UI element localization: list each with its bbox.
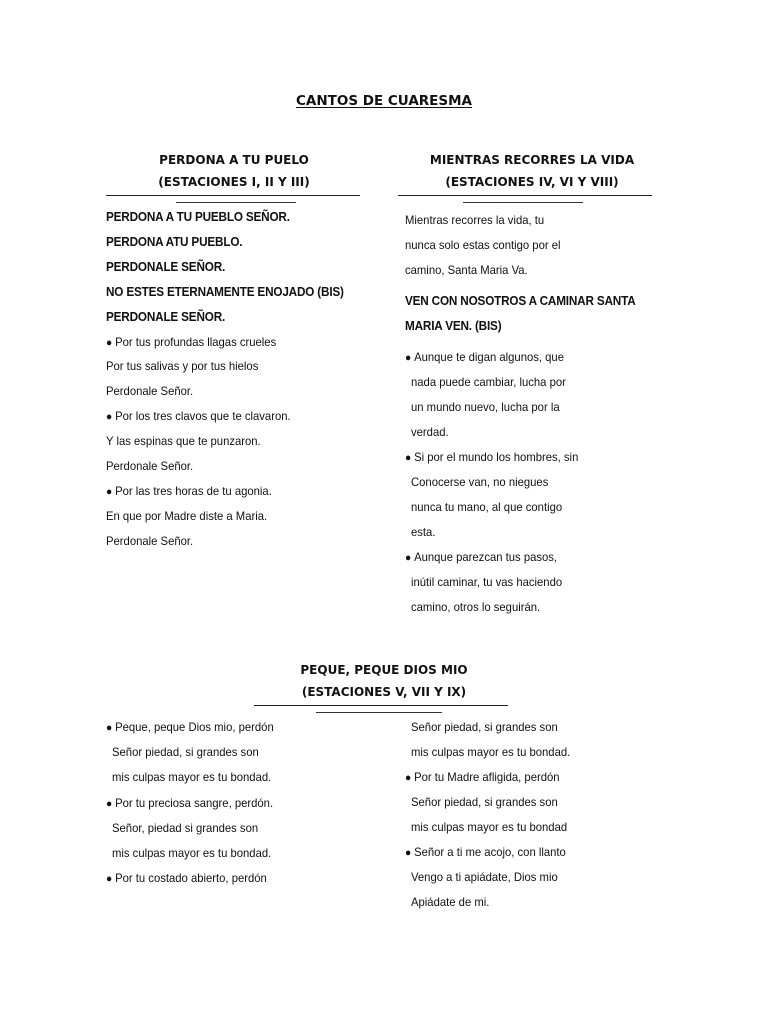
section-2-line-text: nada puede cambiar, lucha por <box>411 375 566 389</box>
bullet-icon: ● <box>106 797 113 810</box>
section-2-line <box>411 520 435 545</box>
section-1-line-text: PERDONA ATU PUEBLO. <box>106 234 243 249</box>
section-3-left-line-text: Peque, peque Dios mio, perdón <box>115 720 274 734</box>
section-2-line <box>405 289 636 314</box>
section-1-line-text: En que por Madre diste a Maria. <box>106 508 268 523</box>
section-3-right-line-text: Vengo a ti apiádate, Dios mio <box>411 870 558 884</box>
section-2-line <box>411 370 566 395</box>
section-2-line <box>411 595 540 620</box>
section-3-right-line <box>411 815 567 840</box>
page-title: CANTOS DE CUARESMA <box>295 93 472 109</box>
section-3-right-line-text: Señor a ti me acojo, con llanto <box>414 845 566 859</box>
section-3-right-line <box>411 890 489 915</box>
section-2-title: MIENTRAS RECORRES LA VIDA <box>429 153 635 167</box>
section-2-line-text: nunca solo estas contigo por el <box>405 238 561 252</box>
section-2-line <box>405 208 544 233</box>
section-1-line-text: NO ESTES ETERNAMENTE ENOJADO (BIS) <box>106 284 344 299</box>
section-2-line-text: camino, otros lo seguirán. <box>411 600 541 614</box>
section-1-line <box>106 454 193 479</box>
section-3-rule-bottom <box>316 712 442 713</box>
section-1-line <box>106 504 267 529</box>
section-3-heading <box>254 659 514 703</box>
section-1-line <box>106 479 272 505</box>
section-2-line-text: Aunque parezcan tus pasos, <box>414 550 558 564</box>
section-3-left-line-text: mis culpas mayor es tu bondad. <box>112 770 272 785</box>
section-2-line-text: Mientras recorres la vida, tu <box>405 213 545 227</box>
section-1-subtitle: (ESTACIONES I, II Y III) <box>158 175 310 189</box>
section-2-rule-top <box>398 195 652 196</box>
bullet-icon: ● <box>405 772 412 784</box>
bullet-icon: ● <box>106 485 113 498</box>
section-2-line-text: un mundo nuevo, lucha por la <box>411 400 560 414</box>
section-2-line-text: nunca tu mano, al que contigo <box>411 500 563 514</box>
section-2-line <box>405 345 564 371</box>
section-2-subtitle: (ESTACIONES IV, VI Y VIII) <box>445 175 619 189</box>
section-3-right-line <box>405 765 560 791</box>
bullet-icon: ● <box>405 847 412 859</box>
section-1-line-text: Perdonale Señor. <box>106 459 194 473</box>
bullet-icon: ● <box>106 722 113 734</box>
section-3-subtitle: (ESTACIONES V, VII Y IX) <box>301 685 467 699</box>
section-1-line-text: Por los tres clavos que te clavaron. <box>115 409 291 424</box>
section-2-line-text: MARIA VEN. (BIS) <box>405 319 502 333</box>
section-3-right-line-text: mis culpas mayor es tu bondad <box>411 820 568 834</box>
section-1-line-text: Perdonale Señor. <box>106 533 194 548</box>
section-3-left-line-text: Señor, piedad si grandes son <box>112 820 259 835</box>
section-3-left-line <box>112 740 259 765</box>
section-3-right-line-text: Señor piedad, si grandes son <box>411 795 558 809</box>
section-3-right-line <box>411 740 570 765</box>
section-2-line-text: VEN CON NOSOTROS A CAMINAR SANTA <box>405 294 636 308</box>
section-3-title: PEQUE, PEQUE DIOS MIO <box>300 663 468 677</box>
section-2-line <box>411 470 548 495</box>
section-2-line <box>411 495 562 520</box>
section-1-title: PERDONA A TU PUELO <box>159 153 309 167</box>
section-1-line-text: PERDONALE SEÑOR. <box>106 259 226 274</box>
section-2-line-text: inútil caminar, tu vas haciendo <box>411 575 563 589</box>
section-2-line <box>411 420 449 445</box>
bullet-icon: ● <box>106 873 113 886</box>
section-3-left-line <box>112 841 271 866</box>
section-1-line <box>106 404 291 430</box>
section-3-left-line <box>106 791 273 817</box>
bullet-icon: ● <box>106 411 113 424</box>
section-2-line-text: Aunque te digan algunos, que <box>414 350 564 364</box>
section-3-right-line-text: Por tu Madre afligida, perdón <box>414 770 560 784</box>
section-1-line <box>106 280 344 305</box>
section-1-line-text: Y las espinas que te punzaron. <box>106 434 261 449</box>
bullet-icon: ● <box>405 452 412 464</box>
section-1-line-text: Por las tres horas de tu agonia. <box>115 483 272 498</box>
section-1-rule-bottom <box>176 202 296 203</box>
section-2-line <box>405 233 561 258</box>
section-2-rule-bottom <box>463 202 583 203</box>
section-3-right-line-text: mis culpas mayor es tu bondad. <box>411 745 571 759</box>
section-1-line <box>106 330 276 356</box>
section-3-right-line <box>411 790 558 815</box>
section-1-line <box>106 529 193 554</box>
section-1-line <box>106 205 290 230</box>
section-3-left-line-text: mis culpas mayor es tu bondad. <box>112 846 272 860</box>
section-3-right-line <box>411 715 558 740</box>
section-2-line <box>405 445 578 471</box>
section-3-left-line <box>106 715 274 741</box>
section-2-line <box>411 395 560 420</box>
section-1-line-text: Por tus profundas llagas crueles <box>115 334 277 349</box>
bullet-icon: ● <box>405 352 412 364</box>
section-1-line <box>106 230 242 255</box>
bullet-icon: ● <box>106 336 113 349</box>
bullet-icon: ● <box>405 552 412 564</box>
section-3-right-line <box>411 865 558 890</box>
section-1-line <box>106 255 225 280</box>
section-2-line-text: verdad. <box>411 425 449 439</box>
section-1-line <box>106 429 261 454</box>
section-3-right-line <box>405 840 566 866</box>
section-2-line <box>405 545 557 571</box>
section-1-line <box>106 354 258 379</box>
section-1-line-text: PERDONALE SEÑOR. <box>106 309 226 324</box>
section-1-rule-top <box>106 195 360 196</box>
section-3-left-line <box>112 765 271 790</box>
section-3-left-line-text: Por tu costado abierto, perdón <box>115 871 267 886</box>
section-3-left-line <box>106 866 267 892</box>
section-3-rule-top <box>254 705 508 706</box>
section-1-heading <box>106 149 362 193</box>
section-2-line <box>405 258 528 283</box>
section-1-line-text: Perdonale Señor. <box>106 384 194 399</box>
section-2-heading <box>398 149 666 193</box>
section-3-left-line-text: Por tu preciosa sangre, perdón. <box>115 795 274 810</box>
section-2-line-text: esta. <box>411 525 436 539</box>
section-2-line <box>405 314 501 339</box>
section-2-line-text: Conocerse van, no niegues <box>411 475 549 489</box>
section-1-line-text: Por tus salivas y por tus hielos <box>106 359 259 374</box>
section-2-line-text: camino, Santa Maria Va. <box>405 263 528 277</box>
section-2-line-text: Si por el mundo los hombres, sin <box>414 450 579 464</box>
section-3-right-line-text: Apiádate de mi. <box>411 895 490 909</box>
section-1-line <box>106 305 225 330</box>
section-3-left-line-text: Señor piedad, si grandes son <box>112 745 259 760</box>
section-3-right-line-text: Señor piedad, si grandes son <box>411 720 558 734</box>
section-2-line <box>411 570 562 595</box>
section-1-line-text: PERDONA A TU PUEBLO SEÑOR. <box>106 210 290 224</box>
section-1-line <box>106 379 193 404</box>
section-3-left-line <box>112 816 258 841</box>
